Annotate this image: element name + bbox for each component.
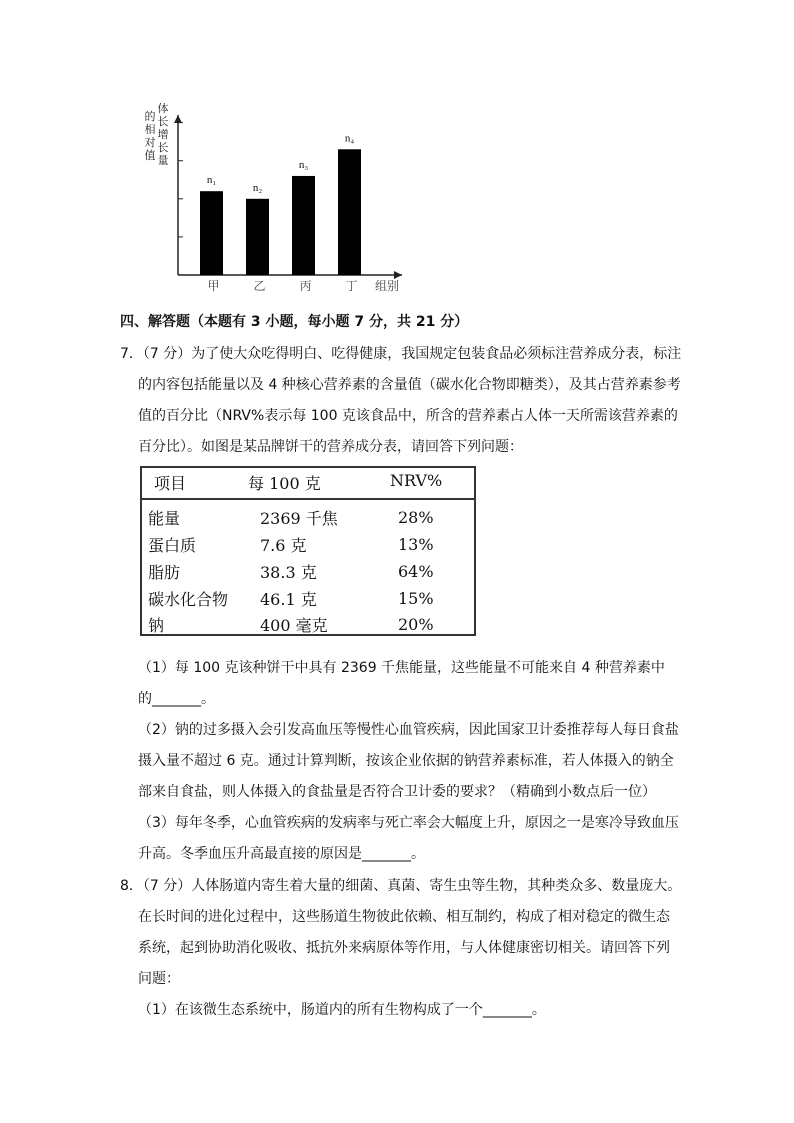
x-tick-label: 乙 xyxy=(253,279,266,293)
y-label-char: 相 xyxy=(144,123,156,136)
row-amount: 38.3 克 xyxy=(260,563,317,582)
row-amount: 7.6 克 xyxy=(260,536,307,555)
row-item: 能量 xyxy=(148,509,181,528)
table-header xyxy=(142,468,474,500)
q7-line-4: 百分比）。如图是某品牌饼干的营养成分表，请回答下列问题： xyxy=(138,439,523,455)
x-tick-label: 甲 xyxy=(207,279,220,293)
row-item: 脂肪 xyxy=(148,563,181,582)
y-axis-arrow xyxy=(174,115,182,123)
q8-line-2: 在长时间的进化过程中，这些肠道生物彼此依赖、相互制约，构成了相对稳定的微生态 xyxy=(138,909,670,925)
row-item: 钠 xyxy=(148,616,165,635)
growth-bar-chart xyxy=(140,100,410,300)
y-label-char: 长 xyxy=(157,115,169,128)
q7-sub-line-6: （3）每年冬季，心血管疾病的发病率与死亡率会大幅度上升，原因之一是寒冷导致血压 xyxy=(138,815,679,831)
q7-sub-line-4: 摄入量不超过 6 克。通过计算判断，按该企业依据的钠营养素标准，若人体摄入的钠全 xyxy=(138,753,674,769)
row-item: 碳水化合物 xyxy=(148,590,229,609)
x-axis-arrow xyxy=(394,271,402,279)
header-per100g: 每 100 克 xyxy=(248,474,321,493)
header-nrv: NRV% xyxy=(390,471,443,490)
row-nrv: 28% xyxy=(398,508,434,527)
row-nrv: 15% xyxy=(398,589,434,608)
q8-line-1: 8．（7 分）人体肠道内寄生着大量的细菌、真菌、寄生虫等生物，其种类众多、数量庞大。 xyxy=(120,878,682,894)
bar-label: n₄ xyxy=(344,132,355,145)
q7-sub-line-7: 升高。冬季血压升高最直接的原因是_______。 xyxy=(138,846,425,862)
bar-乙 xyxy=(246,199,269,275)
row-nrv: 13% xyxy=(398,535,434,554)
nutrition-table xyxy=(140,466,476,636)
q7-sub-line-5: 部来自食盐，则人体摄入的食盐量是否符合卫计委的要求？（精确到小数点后一位） xyxy=(138,784,656,800)
x-tick-label: 丁 xyxy=(345,279,358,293)
bar-label: n₁ xyxy=(206,174,217,187)
bar-label: n₂ xyxy=(252,181,263,194)
y-label-char: 值 xyxy=(144,149,156,162)
row-nrv: 64% xyxy=(398,562,434,581)
y-label-char: 长 xyxy=(157,141,169,154)
row-nrv: 20% xyxy=(398,615,434,634)
q8-line-5: （1）在该微生态系统中，肠道内的所有生物构成了一个_______。 xyxy=(138,1002,546,1018)
y-label-char: 体 xyxy=(157,102,169,115)
y-axis-title-col2 xyxy=(158,101,169,167)
row-amount: 46.1 克 xyxy=(260,590,317,609)
q7-sub-line-1: （1）每 100 克该种饼干中具有 2369 千焦能量，这些能量不可能来自 4 种营养素中 xyxy=(138,660,665,676)
y-label-char: 对 xyxy=(144,136,156,149)
header-item: 项目 xyxy=(154,474,187,493)
x-tick-label: 丙 xyxy=(299,279,312,293)
row-amount: 2369 千焦 xyxy=(260,509,338,528)
q7-sub-line-2: 的_______。 xyxy=(138,691,215,707)
q8-line-3: 系统，起到协助消化吸收、抵抗外来病原体等作用，与人体健康密切相关。请回答下列 xyxy=(138,940,670,956)
y-label-char: 增 xyxy=(157,128,169,141)
q7-sub-line-3: （2）钠的过多摄入会引发高血压等慢性心血管疾病，因此国家卫计委推荐每人每日食盐 xyxy=(138,722,679,738)
section-heading: 四、解答题（本题有 3 小题，每小题 7 分，共 21 分） xyxy=(120,314,469,330)
q7-line-3: 值的百分比（NRV%表示每 100 克该食品中，所含的营养素占人体一天所需该营养素的 xyxy=(138,408,678,424)
y-label-char: 的 xyxy=(144,110,156,123)
y-label-char: 量 xyxy=(157,154,169,167)
bar-丙 xyxy=(292,176,315,275)
chart-bars xyxy=(200,149,361,275)
q8-line-4: 问题： xyxy=(138,971,180,987)
bar-甲 xyxy=(200,191,223,275)
y-axis-title-col1 xyxy=(145,110,156,162)
q7-line-1: 7．（7 分）为了使大众吃得明白、吃得健康，我国规定包装食品必须标注营养成分表，标注 xyxy=(120,346,682,362)
bar-丁 xyxy=(338,149,361,275)
x-axis-title: 组别 xyxy=(375,279,400,293)
row-item: 蛋白质 xyxy=(148,536,197,555)
bar-label: n₃ xyxy=(298,158,309,171)
row-amount: 400 毫克 xyxy=(260,616,328,635)
q7-line-2: 的内容包括能量以及 4 种核心营养素的含量值（碳水化合物即糖类），及其占营养素参考 xyxy=(138,377,681,393)
